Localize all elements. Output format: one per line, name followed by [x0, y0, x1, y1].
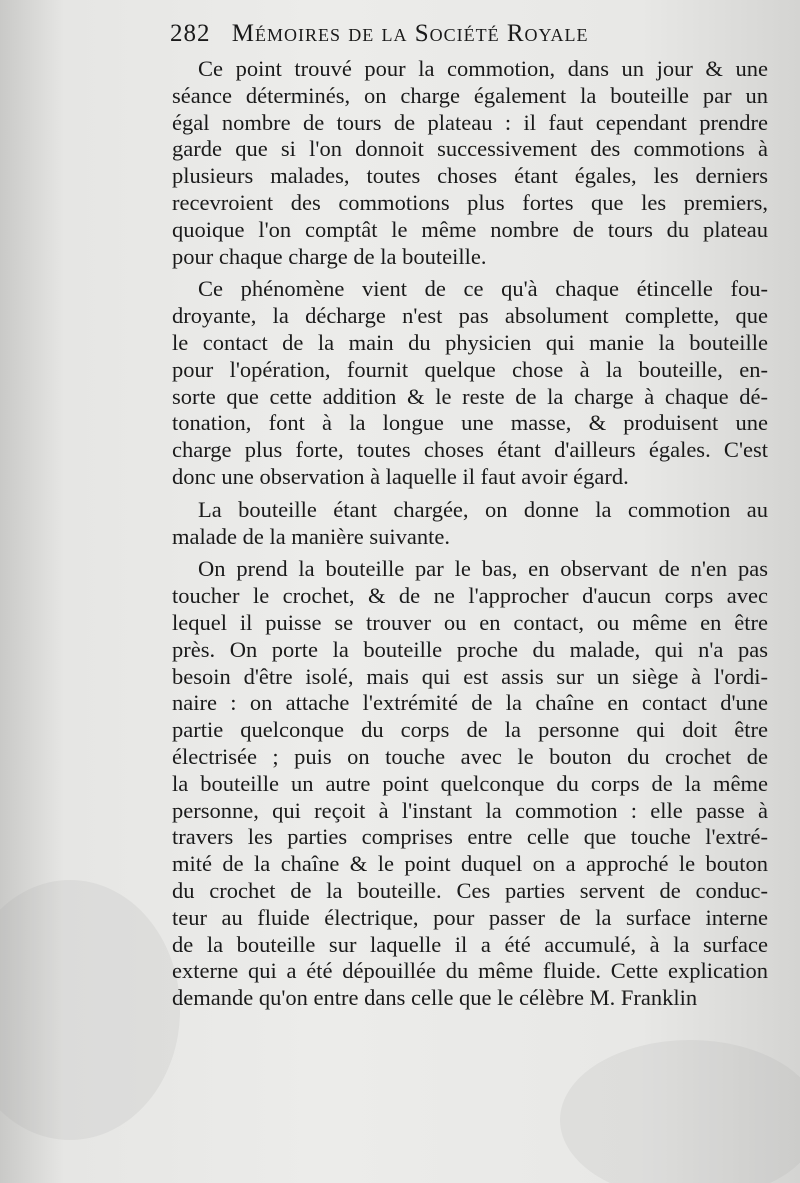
text-line: charge plus forte, toutes choses étant d'ailleurs égales. C'est	[172, 437, 768, 463]
paper-stain	[0, 880, 180, 1140]
running-head: Mémoires de la Société Royale	[231, 20, 589, 47]
text-line: recevroient des commotions plus fortes que les premiers,	[172, 189, 768, 215]
text-line: égal nombre de tours de plateau : il faut cependant prendre	[172, 109, 768, 135]
text-line: près. On porte la bouteille proche du malade, qui n'a pas	[172, 636, 768, 662]
text-line: partie quelconque du corps de la personne qui doit être	[172, 717, 768, 743]
paragraph	[172, 56, 768, 270]
text-line: teur au fluide électrique, pour passer de la surface interne	[172, 904, 768, 930]
body-text	[172, 56, 768, 1012]
text-line: Ce point trouvé pour la commotion, dans un jour & une	[198, 56, 768, 81]
text-line: le contact de la main du physicien qui manie la bouteille	[172, 329, 768, 355]
text-line: quoique l'on comptât le même nombre de tours du plateau	[172, 216, 768, 242]
paragraph	[172, 276, 768, 490]
text-line: On prend la bouteille par le bas, en observant de n'en pas	[198, 556, 768, 582]
text-line: donc une observation à laquelle il faut avoir égard.	[172, 463, 629, 489]
text-line: séance déterminés, on charge également la bouteille par un	[172, 82, 768, 108]
text-line: besoin d'être isolé, mais qui est assis sur un siège à l'ordi-	[172, 663, 768, 689]
page-header	[170, 20, 730, 54]
text-line: pour l'opération, fournit quelque chose à la bouteille, en-	[172, 356, 768, 382]
text-line: naire : on attache l'extrémité de la chaîne en contact d'une	[172, 690, 768, 716]
text-line: La bouteille étant chargée, on donne la commotion au	[198, 496, 768, 522]
text-line: plusieurs malades, toutes choses étant égales, les derniers	[172, 163, 768, 189]
text-line: mité de la chaîne & le point duquel on a approché le bouton	[172, 851, 768, 877]
text-line: droyante, la décharge n'est pas absolument complette, que	[172, 303, 768, 329]
text-line: garde que si l'on donnoit successivement des commotions à	[172, 136, 768, 162]
text-line: pour chaque charge de la bouteille.	[172, 243, 487, 269]
text-line: travers les parties comprises entre celle que touche l'extré-	[172, 824, 768, 850]
text-line: toucher le crochet, & de ne l'approcher d'aucun corps avec	[172, 583, 768, 609]
text-line: personne, qui reçoit à l'instant la commotion : elle passe à	[172, 797, 768, 823]
text-line: lequel il puisse se trouver ou en contact, ou même en être	[172, 609, 768, 635]
text-line: tonation, font à la longue une masse, & produisent une	[172, 410, 768, 436]
page-number: 282	[170, 20, 211, 47]
text-line: sorte que cette addition & le reste de la charge à chaque dé-	[172, 383, 768, 409]
text-line: la bouteille un autre point quelconque du corps de la même	[172, 770, 768, 796]
text-line: du crochet de la bouteille. Ces parties servent de conduc-	[172, 877, 768, 903]
text-line: électrisée ; puis on touche avec le bouton du crochet de	[172, 743, 768, 769]
paper-stain	[560, 1040, 800, 1183]
text-line: externe qui a été dépouillée du même fluide. Cette explication	[172, 958, 768, 984]
paragraph	[172, 497, 768, 551]
text-line: malade de la manière suivante.	[172, 523, 450, 549]
text-line: Ce phénomène vient de ce qu'à chaque étincelle fou-	[198, 276, 768, 302]
text-line: de la bouteille sur laquelle il a été accumulé, à la surface	[172, 931, 768, 957]
paragraph	[172, 556, 768, 1012]
text-line: demande qu'on entre dans celle que le célèbre M. Franklin	[172, 985, 698, 1011]
